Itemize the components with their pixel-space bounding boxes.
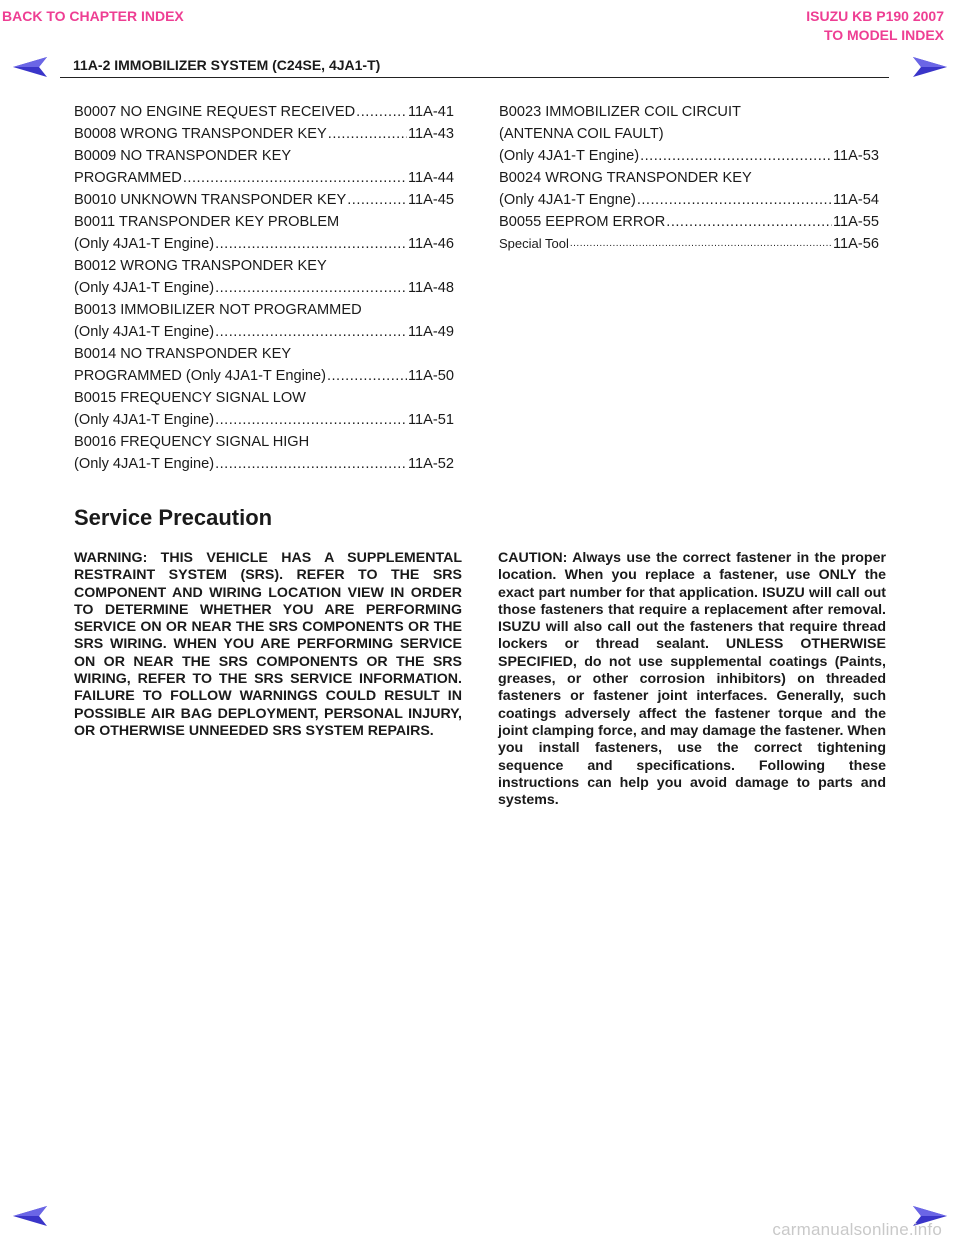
toc-entry-text: PROGRAMMED (Only 4JA1-T Engine) (74, 368, 326, 384)
toc-entry[interactable] (499, 211, 879, 233)
previous-page-arrow-icon[interactable] (13, 57, 47, 77)
toc-page-number: 11A-55 (833, 214, 879, 230)
toc-leader-dots (215, 233, 407, 255)
toc-page-number: 11A-56 (833, 236, 879, 252)
toc-entry (74, 299, 454, 321)
toc-entry-text: B0013 IMMOBILIZER NOT PROGRAMMED (74, 302, 362, 318)
toc-entry-text: (Only 4JA1-T Engine) (74, 456, 215, 472)
previous-page-arrow-bottom-icon[interactable] (13, 1206, 47, 1226)
toc-leader-dots (328, 123, 407, 145)
toc-page-number: 11A-41 (408, 104, 454, 120)
toc-leader-dots (640, 145, 832, 167)
toc-left-column (74, 101, 454, 475)
toc-entry-text: B0012 WRONG TRANSPONDER KEY (74, 258, 327, 274)
toc-entry[interactable] (499, 189, 879, 211)
page-header-title: 11A-2 IMMOBILIZER SYSTEM (C24SE, 4JA1-T) (73, 57, 381, 73)
toc-entry (74, 387, 454, 409)
toc-leader-dots (347, 189, 407, 211)
caution-paragraph: CAUTION: Always use the correct fastener in the proper location. When you replace a fastener, use ONLY the exact part number for that application. ISUZU will call out those fasteners that require a replacement after removal. ISUZU will also call out the fasteners that require thread lockers or thread sealant. UNLESS OTHERWISE SPECIFIED, do not use supplemental coatings (Paints, greases, or other corrosion inhibitors) on threaded fasteners or fastener joint interfaces. Generally, such coatings adversely affect the fastener torque and the joint clamping force, and may damage the fastener. When you install fasteners, use the correct tightening sequence and specifications. Following these instructions can help you avoid damage to parts and systems. (498, 550, 886, 809)
toc-entry-text: B0010 UNKNOWN TRANSPONDER KEY (74, 192, 347, 208)
toc-leader-dots (215, 409, 407, 431)
toc-entry (74, 145, 454, 167)
toc-entry-text: (Only 4JA1-T Engine) (499, 148, 640, 164)
section-title: Service Precaution (74, 505, 273, 530)
toc-right-column (499, 101, 879, 255)
toc-page-number: 11A-49 (408, 324, 454, 340)
toc-entry (74, 255, 454, 277)
toc-entry-text: B0007 NO ENGINE REQUEST RECEIVED (74, 104, 356, 120)
toc-entry (74, 211, 454, 233)
warning-paragraph: WARNING: THIS VEHICLE HAS A SUPPLEMENTAL RESTRAINT SYSTEM (SRS). REFER TO THE SRS COMPONENT AND WIRING LOCATION VIEW IN ORDER TO DETERMINE WHETHER YOU ARE PERFORMING SERVICE ON OR NEAR THE SRS COMPONENTS OR THE SRS WIRING. WHEN YOU ARE PERFORMING SERVICE ON OR NEAR THE SRS COMPONENTS OR THE SRS WIRING, REFER TO THE SRS SERVICE INFORMATION. FAILURE TO FOLLOW WARNINGS COULD RESULT IN POSSIBLE AIR BAG DEPLOYMENT, PERSONAL INJURY, OR OTHERWISE UNNEEDED SRS SYSTEM REPAIRS. (74, 550, 462, 739)
toc-entry (499, 101, 879, 123)
toc-entry-text: B0014 NO TRANSPONDER KEY (74, 346, 292, 362)
toc-entry[interactable] (74, 123, 454, 145)
toc-entry-text: B0023 IMMOBILIZER COIL CIRCUIT (499, 104, 741, 120)
to-model-index-link[interactable]: TO MODEL INDEX (823, 27, 944, 43)
toc-entry[interactable] (74, 409, 454, 431)
toc-entry[interactable] (74, 365, 454, 387)
toc-page-number: 11A-45 (408, 192, 454, 208)
toc-entry-text: (Only 4JA1-T Engine) (74, 236, 215, 252)
toc-page-number: 11A-44 (408, 170, 454, 186)
toc-entry[interactable] (74, 101, 454, 123)
toc-page-number: 11A-53 (833, 148, 879, 164)
toc-entry[interactable] (499, 233, 879, 255)
toc-leader-dots (356, 101, 407, 123)
toc-entry-text: PROGRAMMED (74, 170, 182, 186)
toc-leader-dots (637, 189, 832, 211)
toc-leader-dots (215, 321, 407, 343)
toc-entry-text: B0015 FREQUENCY SIGNAL LOW (74, 390, 306, 406)
toc-entry (499, 123, 879, 145)
toc-entry[interactable] (74, 167, 454, 189)
toc-entry-text: B0009 NO TRANSPONDER KEY (74, 148, 292, 164)
toc-entry-text: (Only 4JA1-T Engne) (499, 192, 636, 208)
next-page-arrow-icon[interactable] (913, 57, 947, 77)
toc-page-number: 11A-52 (408, 456, 454, 472)
toc-page-number: 11A-50 (408, 368, 454, 384)
back-to-chapter-index-link[interactable]: BACK TO CHAPTER INDEX (2, 8, 184, 24)
header-divider (60, 77, 889, 78)
toc-page-number: 11A-54 (833, 192, 879, 208)
toc-leader-dots (215, 453, 407, 475)
toc-entry[interactable] (74, 453, 454, 475)
toc-entry[interactable] (74, 277, 454, 299)
toc-entry-text: (ANTENNA COIL FAULT) (499, 126, 664, 142)
toc-page-number: 11A-46 (408, 236, 454, 252)
model-title-link[interactable]: ISUZU KB P190 2007 (806, 8, 944, 24)
toc-leader-dots (666, 211, 832, 233)
toc-entry (74, 431, 454, 453)
toc-leader-dots (327, 365, 407, 387)
toc-leader-dots (215, 277, 407, 299)
toc-entry-text: B0008 WRONG TRANSPONDER KEY (74, 126, 327, 142)
toc-entry[interactable] (74, 321, 454, 343)
toc-entry[interactable] (74, 233, 454, 255)
toc-entry-text: Special Tool (499, 236, 569, 251)
toc-entry (74, 343, 454, 365)
toc-entry[interactable] (74, 189, 454, 211)
toc-entry-text: B0024 WRONG TRANSPONDER KEY (499, 170, 752, 186)
toc-entry-text: (Only 4JA1-T Engine) (74, 324, 215, 340)
toc-entry-text: (Only 4JA1-T Engine) (74, 280, 215, 296)
toc-page-number: 11A-51 (408, 412, 454, 428)
toc-page-number: 11A-48 (408, 280, 454, 296)
toc-entry-text: B0055 EEPROM ERROR (499, 214, 666, 230)
toc-leader-dots (183, 167, 407, 189)
toc-entry-text: B0011 TRANSPONDER KEY PROBLEM (74, 214, 340, 230)
watermark: carmanualsonline.info (772, 1220, 942, 1239)
toc-entry (499, 167, 879, 189)
toc-leader-dots (570, 233, 832, 255)
toc-entry[interactable] (499, 145, 879, 167)
toc-entry-text: B0016 FREQUENCY SIGNAL HIGH (74, 434, 310, 450)
toc-entry-text: (Only 4JA1-T Engine) (74, 412, 215, 428)
toc-page-number: 11A-43 (408, 126, 454, 142)
